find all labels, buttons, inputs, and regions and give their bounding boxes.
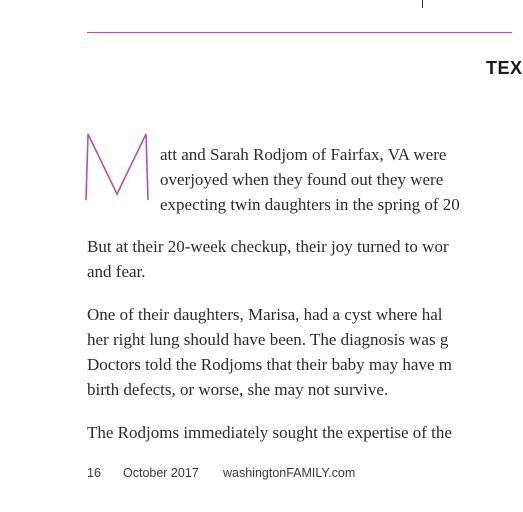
section-label: TEX bbox=[486, 58, 523, 78]
header-rule bbox=[87, 32, 512, 33]
intro-line-2: overjoyed when they found out they were bbox=[160, 170, 444, 189]
footer-website: washingtonFAMILY.com bbox=[223, 466, 356, 480]
drop-cap-glyph bbox=[84, 132, 150, 202]
paragraph-4-line-1: The Rodjoms immediately sought the expertise of the bbox=[87, 423, 452, 442]
footer-page-number: 16 bbox=[87, 466, 101, 480]
intro-line-3: expecting twin daughters in the spring of 20 bbox=[160, 195, 460, 214]
header-tick-mark bbox=[422, 0, 423, 8]
paragraph-3-line-2: her right lung should have been. The diagnosis was g bbox=[87, 330, 449, 349]
footer-issue-date: October 2017 bbox=[123, 466, 199, 480]
paragraph-2-line-2: and fear. bbox=[87, 262, 146, 281]
paragraph-3-line-1: One of their daughters, Marisa, had a cyst where hal bbox=[87, 305, 443, 324]
intro-line-1: att and Sarah Rodjom of Fairfax, VA were bbox=[160, 145, 447, 164]
paragraph-3-line-4: birth defects, or worse, she may not survive. bbox=[87, 380, 389, 399]
paragraph-3-line-3: Doctors told the Rodjoms that their baby may have m bbox=[87, 355, 452, 374]
drop-cap bbox=[84, 132, 150, 202]
paragraph-2-line-1: But at their 20-week checkup, their joy turned to wor bbox=[87, 237, 449, 256]
